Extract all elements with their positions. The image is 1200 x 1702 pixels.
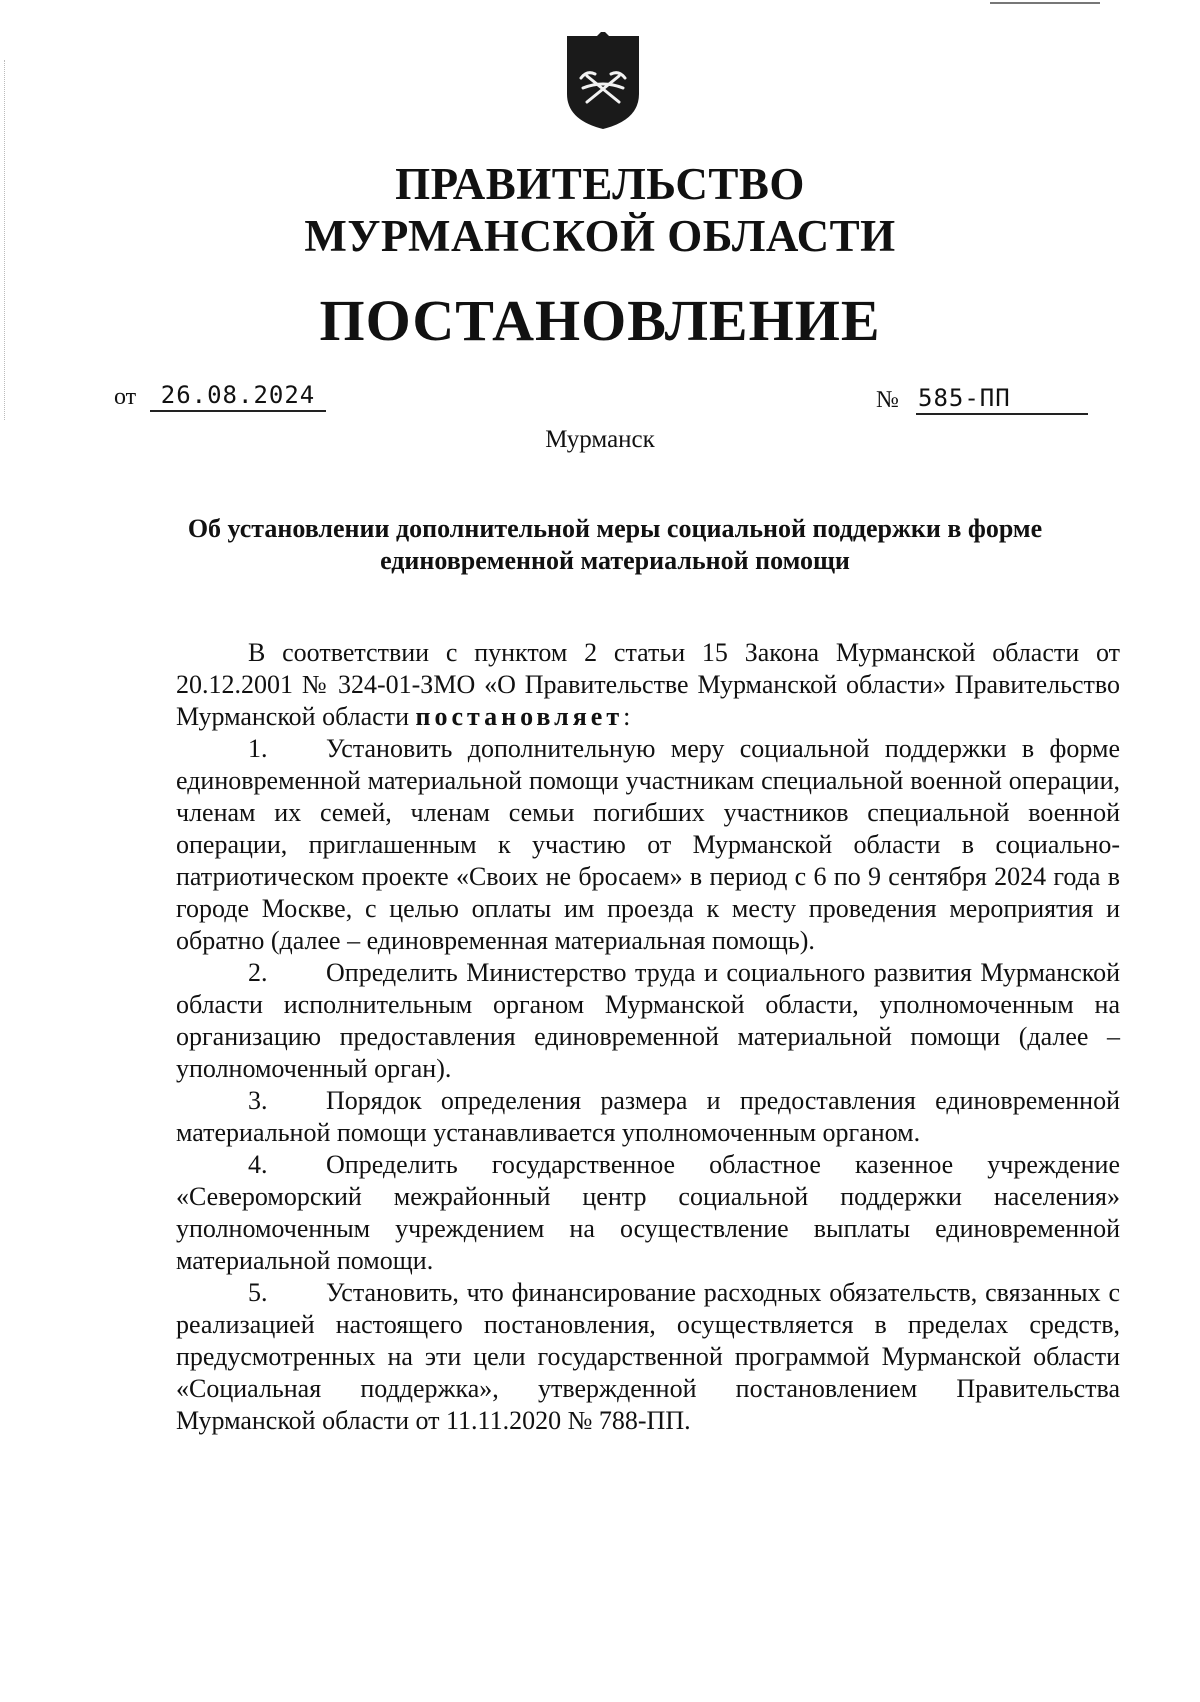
- item-number: 2.: [248, 958, 268, 987]
- item-number: 3.: [248, 1086, 268, 1115]
- list-item: [176, 733, 1120, 957]
- item-text: Определить Министерство труда и социального развития Мурманской области исполнительным органом Мурманской области, уполномоченным на организацию предоставления единовременной материальной помощи (далее – уполномоченный орган).: [176, 958, 1120, 1083]
- item-text: Установить дополнительную меру социальной поддержки в форме единовременной материальной помощи участникам специальной военной операции, членам их семей, членам семьи погибших участников специальной военной операции, приглашенным к участию от Мурманской области в социально-патриотическом проекте «Своих не бросаем» в период с 6 по 9 сентября 2024 года в городе Москве, с целью оплаты им проезда к месту проведения мероприятия и обратно (далее – единовременная материальная помощь).: [176, 734, 1120, 955]
- document-body: [176, 637, 1120, 1437]
- document-subject: [150, 513, 1080, 577]
- organization-name-line-2: МУРМАНСКОЙ ОБЛАСТИ: [304, 211, 896, 261]
- document-city: Мурманск: [545, 426, 655, 453]
- list-item: [176, 957, 1120, 1085]
- item-number: 1.: [248, 734, 268, 763]
- item-text: Определить государственное областное казенное учреждение «Североморский межрайонный центр социальной поддержки населения» уполномоченным учреждением на осуществление выплаты единовременной материальной помощи.: [176, 1150, 1120, 1275]
- intro-emphasis: постановляет: [415, 702, 624, 731]
- organization-name-line-1: ПРАВИТЕЛЬСТВО: [395, 159, 805, 209]
- item-number: 4.: [248, 1150, 268, 1179]
- list-item: [176, 1149, 1120, 1277]
- item-number: 5.: [248, 1278, 268, 1307]
- intro-colon: :: [623, 702, 631, 731]
- document-date: 26.08.2024: [150, 380, 326, 412]
- date-prefix: от: [114, 384, 137, 410]
- item-text: Порядок определения размера и предоставления единовременной материальной помощи устанавливается уполномоченным органом.: [176, 1086, 1120, 1147]
- list-item: [176, 1277, 1120, 1437]
- intro-paragraph: [176, 637, 1120, 733]
- scan-artifact-line: [990, 2, 1100, 4]
- number-prefix: №: [876, 387, 899, 413]
- document-subject-line-2: единовременной материальной помощи: [380, 546, 850, 575]
- document-type-title: ПОСТАНОВЛЕНИЕ: [319, 288, 881, 353]
- intro-text: В соответствии с пунктом 2 статьи 15 Закона Мурманской области от 20.12.2001 № 324-01-ЗМО «О Правительстве Мурманской области» Правительство Мурманской области: [176, 638, 1120, 731]
- document-subject-line-1: Об установлении дополнительной меры социальной поддержки в форме: [187, 514, 1043, 543]
- item-text: Установить, что финансирование расходных обязательств, связанных с реализацией настоящего постановления, осуществляется в пределах средств, предусмотренных на эти цели государственной программой Мурманской области «Социальная поддержка», утвержденной постановлением Правительства Мурманской области от 11.11.2020 № 788-ПП.: [176, 1278, 1120, 1435]
- document-number: 585-ПП: [916, 383, 1088, 415]
- murmansk-coat-of-arms-icon: [563, 32, 643, 132]
- list-item: [176, 1085, 1120, 1149]
